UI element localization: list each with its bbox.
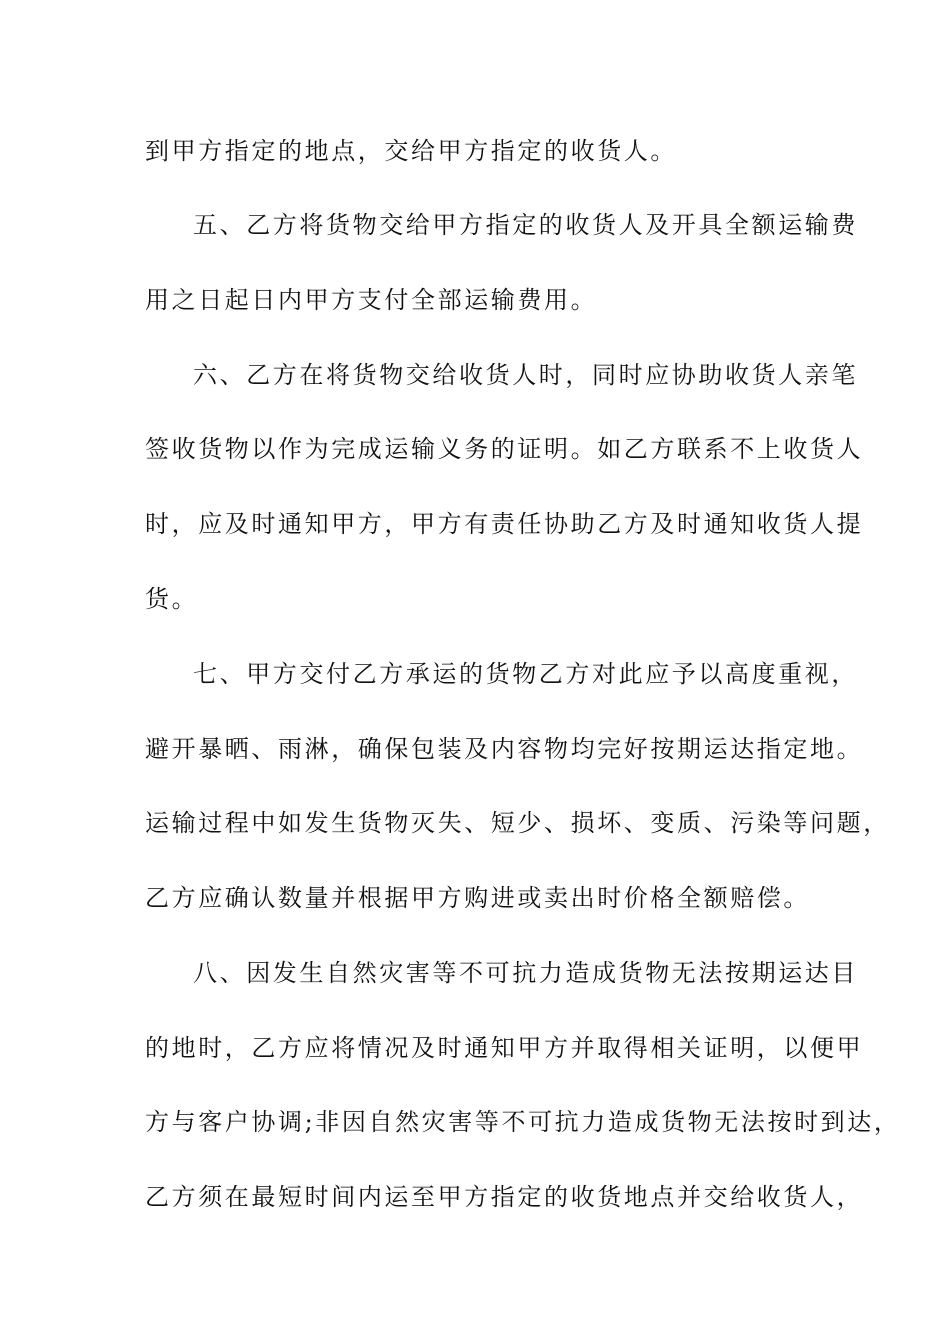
text-line: 货。 [145,585,199,613]
text-line: 签收货物以作为完成运输义务的证明。如乙方联系不上收货人 [145,435,864,463]
paragraph-6-start: 六、乙方在将货物交给收货人时，同时应协助收货人亲笔 [193,361,858,389]
text-line: 用之日起日内甲方支付全部运输费用。 [145,286,598,314]
text-line: 乙方应确认数量并根据甲方购进或卖出时价格全额赔偿。 [145,884,810,912]
paragraph-5-start: 五、乙方将货物交给甲方指定的收货人及开具全额运输费 [193,211,858,239]
text-line: 避开暴晒、雨淋，确保包装及内容物均完好按期运达指定地。 [145,735,864,763]
text-line: 时，应及时通知甲方，甲方有责任协助乙方及时通知收货人提 [145,510,864,538]
text-line: 到甲方指定的地点，交给甲方指定的收货人。 [145,137,677,165]
text-line: 的地时，乙方应将情况及时通知甲方并取得相关证明，以便甲 [145,1034,864,1062]
text-line: 方与客户协调;非因自然灾害等不可抗力造成货物无法按时到达， [145,1108,901,1136]
text-line: 乙方须在最短时间内运至甲方指定的收货地点并交给收货人， [145,1183,864,1211]
paragraph-8-start: 八、因发生自然灾害等不可抗力造成货物无法按期运达目 [193,959,858,987]
paragraph-7-start: 七、甲方交付乙方承运的货物乙方对此应予以高度重视， [193,660,858,688]
text-line: 运输过程中如发生货物灭失、短少、损坏、变质、污染等问题， [145,809,890,837]
